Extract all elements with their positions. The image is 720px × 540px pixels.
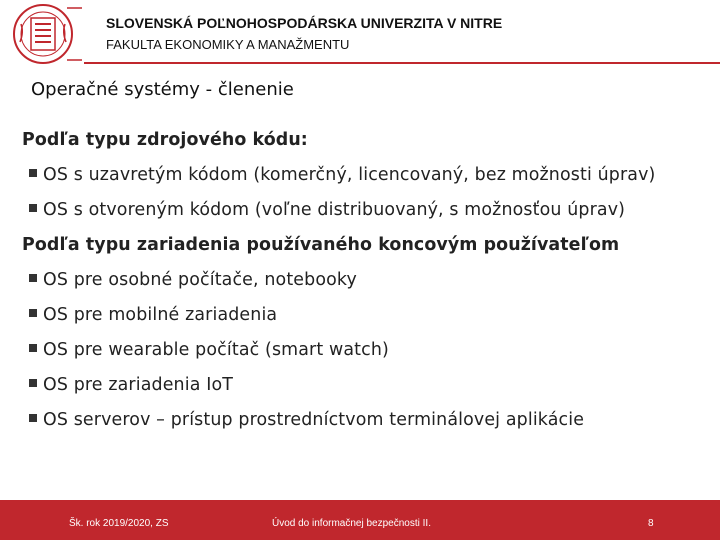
list-item-text: OS s uzavretým kódom (komerčný, licencovaný, bez možnosti úprav) bbox=[43, 165, 656, 185]
list-item bbox=[22, 333, 717, 368]
section-heading: Podľa typu zariadenia používaného koncovým používateľom bbox=[22, 235, 620, 255]
list-item bbox=[22, 298, 717, 333]
list-item-text: OS serverov – prístup prostredníctvom terminálovej aplikácie bbox=[43, 410, 585, 430]
list-item bbox=[22, 403, 717, 438]
list-item-text: OS pre mobilné zariadenia bbox=[43, 305, 278, 325]
square-bullet-icon bbox=[29, 344, 37, 352]
square-bullet-icon bbox=[29, 274, 37, 282]
list-item-text: OS pre osobné počítače, notebooky bbox=[43, 270, 357, 290]
list-item bbox=[22, 158, 717, 193]
square-bullet-icon bbox=[29, 379, 37, 387]
footer-page-number: 8 bbox=[648, 518, 654, 529]
list-item bbox=[22, 193, 717, 228]
footer-course-name: Úvod do informačnej bezpečnosti II. bbox=[272, 518, 431, 529]
slide-title: Operačné systémy - členenie bbox=[31, 79, 294, 100]
footer-academic-year: Šk. rok 2019/2020, ZS bbox=[69, 518, 169, 529]
faculty-name: FAKULTA EKONOMIKY A MANAŽMENTU bbox=[106, 37, 350, 52]
university-name: SLOVENSKÁ POĽNOHOSPODÁRSKA UNIVERZITA V NITRE bbox=[106, 15, 503, 31]
header-divider bbox=[84, 62, 720, 64]
square-bullet-icon bbox=[29, 309, 37, 317]
list-item bbox=[22, 263, 717, 298]
square-bullet-icon bbox=[29, 169, 37, 177]
footer-bar bbox=[0, 500, 720, 540]
list-item bbox=[22, 368, 717, 403]
list-item-text: OS pre wearable počítač (smart watch) bbox=[43, 340, 389, 360]
university-logo bbox=[4, 2, 82, 66]
slide-content bbox=[22, 123, 717, 438]
list-item-text: OS pre zariadenia IoT bbox=[43, 375, 234, 395]
list-item-text: OS s otvoreným kódom (voľne distribuovaný, s možnosťou úprav) bbox=[43, 200, 626, 220]
section-heading: Podľa typu zdrojového kódu: bbox=[22, 130, 308, 150]
square-bullet-icon bbox=[29, 204, 37, 212]
square-bullet-icon bbox=[29, 414, 37, 422]
